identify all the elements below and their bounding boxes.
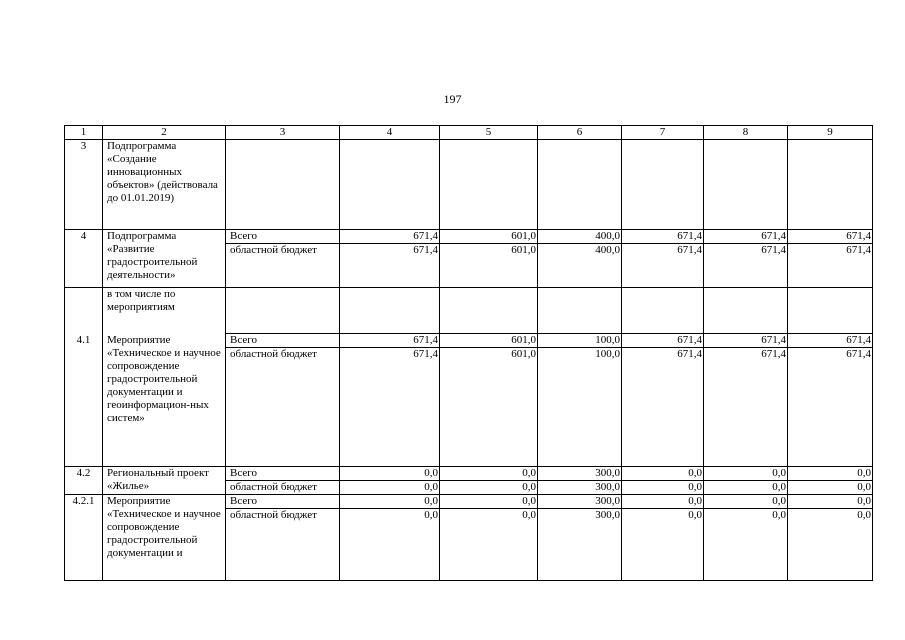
row-name: Региональный проект «Жилье» (103, 467, 226, 495)
row-name: Подпрограмма «Создание инновационных объектов» (действовала до 01.01.2019) (103, 140, 226, 230)
empty-cell (704, 288, 788, 334)
value-cell: 671,4 (788, 244, 873, 288)
empty-cell (226, 140, 340, 230)
value-cell: 671,4 (704, 348, 788, 467)
value-cell: 671,4 (340, 334, 440, 348)
funding-source: областной бюджет (226, 481, 340, 495)
value-cell: 0,0 (704, 481, 788, 495)
value-cell: 671,4 (704, 244, 788, 288)
empty-cell (704, 140, 788, 230)
budget-table (64, 125, 873, 581)
empty-cell (440, 140, 538, 230)
empty-cell (340, 140, 440, 230)
funding-source: Всего (226, 495, 340, 509)
funding-source: Всего (226, 467, 340, 481)
value-cell: 400,0 (538, 244, 622, 288)
value-cell: 671,4 (622, 334, 704, 348)
value-cell: 0,0 (440, 481, 538, 495)
page-number: 197 (443, 92, 462, 106)
value-cell: 0,0 (622, 481, 704, 495)
header-cell: 6 (538, 126, 622, 140)
value-cell: 0,0 (622, 467, 704, 481)
value-cell: 0,0 (340, 481, 440, 495)
value-cell: 300,0 (538, 509, 622, 581)
header-cell: 1 (65, 126, 103, 140)
value-cell: 0,0 (440, 467, 538, 481)
value-cell: 671,4 (340, 348, 440, 467)
header-cell: 4 (340, 126, 440, 140)
subtitle-cell: в том числе по мероприятиям (103, 288, 226, 334)
funding-source: Всего (226, 230, 340, 244)
value-cell: 100,0 (538, 348, 622, 467)
row-number: 4.2.1 (65, 495, 103, 581)
row-number: 3 (65, 140, 103, 230)
value-cell: 300,0 (538, 467, 622, 481)
row-number: 4 (65, 230, 103, 288)
value-cell: 0,0 (622, 495, 704, 509)
value-cell: 0,0 (704, 467, 788, 481)
value-cell: 671,4 (340, 244, 440, 288)
value-cell: 0,0 (340, 495, 440, 509)
value-cell: 671,4 (622, 244, 704, 288)
empty-cell (65, 288, 103, 334)
value-cell: 601,0 (440, 334, 538, 348)
table-row (65, 288, 873, 334)
empty-cell (538, 140, 622, 230)
row-name: Мероприятие «Техническое и научное сопровождение градостроительной документации и геоинформацион-ных систем» (103, 334, 226, 467)
header-cell: 2 (103, 126, 226, 140)
value-cell: 0,0 (440, 495, 538, 509)
table-row (65, 334, 873, 348)
empty-cell (440, 288, 538, 334)
value-cell: 0,0 (340, 467, 440, 481)
empty-cell (340, 288, 440, 334)
empty-cell (788, 140, 873, 230)
value-cell: 300,0 (538, 495, 622, 509)
funding-source: областной бюджет (226, 348, 340, 467)
value-cell: 0,0 (704, 495, 788, 509)
value-cell: 100,0 (538, 334, 622, 348)
header-cell: 8 (704, 126, 788, 140)
value-cell: 0,0 (788, 481, 873, 495)
table-row (65, 495, 873, 509)
empty-cell (538, 288, 622, 334)
table-row (65, 467, 873, 481)
value-cell: 671,4 (788, 348, 873, 467)
header-cell: 3 (226, 126, 340, 140)
value-cell: 671,4 (622, 230, 704, 244)
row-name: Мероприятие «Техническое и научное сопровождение градостроительной документации и (103, 495, 226, 581)
row-number: 4.2 (65, 467, 103, 495)
value-cell: 0,0 (622, 509, 704, 581)
empty-cell (226, 288, 340, 334)
value-cell: 0,0 (788, 509, 873, 581)
value-cell: 601,0 (440, 244, 538, 288)
value-cell: 671,4 (704, 230, 788, 244)
value-cell: 0,0 (704, 509, 788, 581)
value-cell: 671,4 (704, 334, 788, 348)
value-cell: 0,0 (788, 495, 873, 509)
value-cell: 0,0 (340, 509, 440, 581)
table-row (65, 140, 873, 230)
empty-cell (622, 288, 704, 334)
header-cell: 7 (622, 126, 704, 140)
value-cell: 671,4 (788, 230, 873, 244)
value-cell: 601,0 (440, 348, 538, 467)
value-cell: 671,4 (788, 334, 873, 348)
value-cell: 0,0 (440, 509, 538, 581)
value-cell: 601,0 (440, 230, 538, 244)
value-cell: 400,0 (538, 230, 622, 244)
value-cell: 671,4 (340, 230, 440, 244)
funding-source: Всего (226, 334, 340, 348)
value-cell: 671,4 (622, 348, 704, 467)
header-cell: 5 (440, 126, 538, 140)
row-number: 4.1 (65, 334, 103, 467)
table-row (65, 230, 873, 244)
funding-source: областной бюджет (226, 509, 340, 581)
value-cell: 0,0 (788, 467, 873, 481)
empty-cell (788, 288, 873, 334)
header-cell: 9 (788, 126, 873, 140)
header-row (65, 126, 873, 140)
funding-source: областной бюджет (226, 244, 340, 288)
empty-cell (622, 140, 704, 230)
row-name: Подпрограмма «Развитие градостроительной деятельности» (103, 230, 226, 288)
value-cell: 300,0 (538, 481, 622, 495)
